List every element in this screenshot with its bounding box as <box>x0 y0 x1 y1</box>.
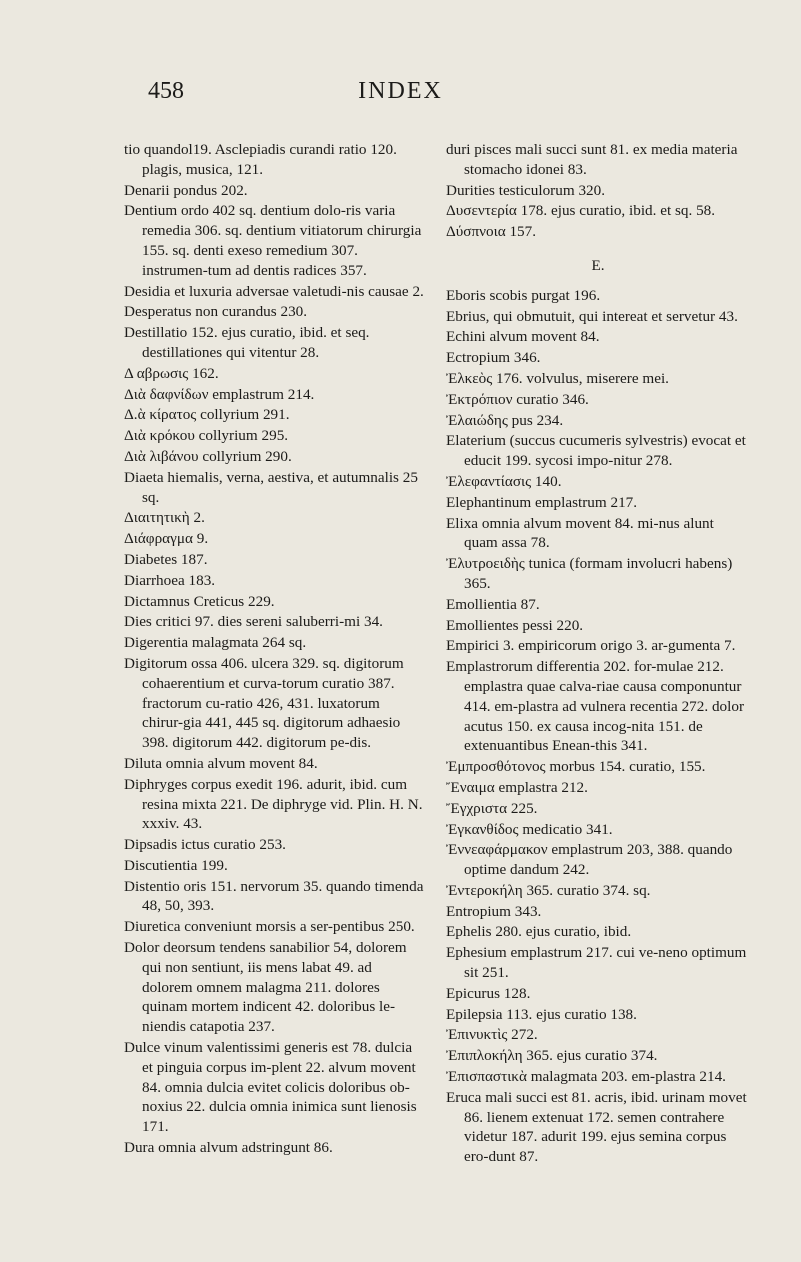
index-entry: Desperatus non curandus 230. <box>124 303 308 321</box>
index-entry: Διὰ δαφνίδων emplastrum 214. <box>124 385 315 403</box>
index-entry: Dura omnia alvum adstringunt 86. <box>124 1139 333 1157</box>
index-entry: Ἐλαιώδης pus 234. <box>446 411 564 429</box>
index-entry: Elephantinum emplastrum 217. <box>446 493 638 511</box>
index-entry: Digitorum ossa 406. ulcera 329. sq. digitorum cohaerentium et curva-torum curatio 387. fractorum cu-ratio 426, 431. luxatorum chirur-gia 441, 445 sq. digitorum adhaesio 398. digitorum 442. digitorum pe-dis. <box>124 654 404 752</box>
index-entry: Diphryges corpus exedit 196. adurit, ibid. cum resina mixta 221. De diphryge vid. Plin. H. N. xxxiv. 43. <box>124 775 423 833</box>
index-entry: Eboris scobis purgat 196. <box>446 286 601 304</box>
index-entry: Ἐλυτροειδὴς tunica (formam involucri habens) 365. <box>446 555 733 592</box>
index-entry: Elaterium (succus cucumeris sylvestris) evocat et educit 199. sycosi impo-nitur 278. <box>446 432 746 470</box>
index-entry: Diuretica conveniunt morsis a ser-pentibus 250. <box>124 918 415 936</box>
index-entry: Emollientia 87. <box>446 595 540 613</box>
index-entry: Dulce vinum valentissimi generis est 78. dulcia et pinguia corpus im-plent 22. alvum movent 84. omnia dulcia evitet colicis doloribus ob-noxius 22. dulcia omnia inimica sunt lienosis 171. <box>124 1039 417 1136</box>
d-entries-continued <box>446 140 750 242</box>
index-entry: Δύσπνοια 157. <box>446 223 537 241</box>
index-entry: Ἐπιπλοκήλη 365. ejus curatio 374. <box>446 1047 658 1065</box>
index-entry: Denarii pondus 202. <box>124 181 248 199</box>
page-header <box>0 78 801 118</box>
page-title: INDEX <box>358 78 443 104</box>
e-entries <box>446 286 750 1167</box>
index-entry: Diabetes 187. <box>124 550 208 568</box>
index-entry: Discutientia 199. <box>124 856 228 874</box>
index-entry: Eruca mali succi est 81. acris, ibid. urinam movet 86. lienem extenuat 172. semen contrahere videtur 187. adurit 199. ejus semina corpus ero-dunt 87. <box>446 1088 747 1166</box>
index-entry: Dentium ordo 402 sq. dentium dolo-ris varia remedia 306. sq. dentium vitiatorum chirurgia 155. sq. denti exeso remedium 307. instrumen-tum ad dentis radices 357. <box>124 202 422 279</box>
index-entry: Elixa omnia alvum movent 84. mi-nus alunt quam assa 78. <box>446 514 714 552</box>
index-entry: Διάφραγμα 9. <box>124 530 209 548</box>
index-entry: Diarrhoea 183. <box>124 571 216 589</box>
index-entry: Emplastrorum differentia 202. for-mulae 212. emplastra quae calva-riae causa componuntur 414. em-plastra ad vulnera recentia 272. dolor acutus 150. ex causa incog-nita 151. de extenuantibus Enean-this 341. <box>446 658 745 755</box>
index-entry: Durities testiculorum 320. <box>446 181 606 199</box>
index-entry: Ἐπισπαστικὰ malagmata 203. em-plastra 214. <box>446 1068 726 1086</box>
index-entry: Διὰ λιβάνου collyrium 290. <box>124 447 292 465</box>
index-entry: tio quandol19. Asclepiadis curandi ratio 120. plagis, musica, 121. <box>124 141 397 178</box>
left-column <box>124 140 424 1159</box>
index-entry: Dolor deorsum tendens sanabilior 54, dolorem qui non sentiunt, iis mens labat 49. ad dolorem omnem malagma 211. dolores quinam mortem indicent 42. doloribus le-niendis catapotia 237. <box>124 939 407 1036</box>
index-entry: Ἔγχριστα 225. <box>446 799 538 817</box>
right-column <box>446 140 750 1168</box>
index-entry: Διαιτητικὴ 2. <box>124 509 205 527</box>
index-entry: Ἐκτρόπιον curatio 346. <box>446 390 589 408</box>
page-number: 458 <box>148 78 184 104</box>
index-entry: Ἐμπροσθότονος morbus 154. curatio, 155. <box>446 758 706 776</box>
section-letter: E. <box>591 256 605 274</box>
index-entry: Echini alvum movent 84. <box>446 328 600 346</box>
index-entry: Ἐντεροκήλη 365. curatio 374. sq. <box>446 881 651 899</box>
index-entry: Ephesium emplastrum 217. cui ve-neno optimum sit 251. <box>446 944 747 982</box>
index-entry: Distentio oris 151. nervorum 35. quando timenda 48, 50, 393. <box>124 877 424 915</box>
index-entry: Desidia et luxuria adversae valetudi-nis causae 2. <box>124 282 424 300</box>
index-entry: Empirici 3. empiricorum origo 3. ar-gumenta 7. <box>446 637 736 655</box>
index-entry: Ephelis 280. ejus curatio, ibid. <box>446 923 632 941</box>
index-entry: Dies critici 97. dies sereni saluberri-mi 34. <box>124 613 383 631</box>
index-entry: Διὰ κρόκου collyrium 295. <box>124 427 289 445</box>
index-entry: Ἐλκεὸς 176. volvulus, miserere mei. <box>446 369 669 387</box>
index-entry: Epicurus 128. <box>446 984 531 1002</box>
index-entry: Δυσεντερία 178. ejus curatio, ibid. et sq. 58. <box>446 202 716 220</box>
index-entry: Ebrius, qui obmutuit, qui intereat et servetur 43. <box>446 307 738 325</box>
index-entry: duri pisces mali succi sunt 81. ex media materia stomacho idonei 83. <box>446 141 738 178</box>
index-entry: Digerentia malagmata 264 sq. <box>124 634 307 652</box>
index-entry: Dictamnus Creticus 229. <box>124 592 275 610</box>
index-entry: Ἐγκανθίδος medicatio 341. <box>446 820 613 838</box>
index-entry: Ἐλεφαντίασις 140. <box>446 472 562 490</box>
index-entry: Emollientes pessi 220. <box>446 616 584 634</box>
index-entry: Entropium 343. <box>446 902 542 920</box>
index-entry: Δ.ὰ κίρατος collyrium 291. <box>124 406 290 424</box>
index-entry: Δ αβρωσις 162. <box>124 364 219 382</box>
index-entry: Diaeta hiemalis, verna, aestiva, et autumnalis 25 sq. <box>124 468 418 506</box>
index-entry: Dipsadis ictus curatio 253. <box>124 836 286 854</box>
index-entry: Diluta omnia alvum movent 84. <box>124 754 318 772</box>
index-entry: Ἔναιμα emplastra 212. <box>446 778 588 796</box>
index-entry: Ἐννεαφάρμακον emplastrum 203, 388. quando optime dandum 242. <box>446 841 733 879</box>
index-entry: Ectropium 346. <box>446 349 541 367</box>
index-entry: Destillatio 152. ejus curatio, ibid. et seq. destillationes qui vitentur 28. <box>124 324 370 361</box>
index-entry: Ἐπινυκτὶς 272. <box>446 1026 538 1044</box>
index-entry: Epilepsia 113. ejus curatio 138. <box>446 1005 637 1023</box>
